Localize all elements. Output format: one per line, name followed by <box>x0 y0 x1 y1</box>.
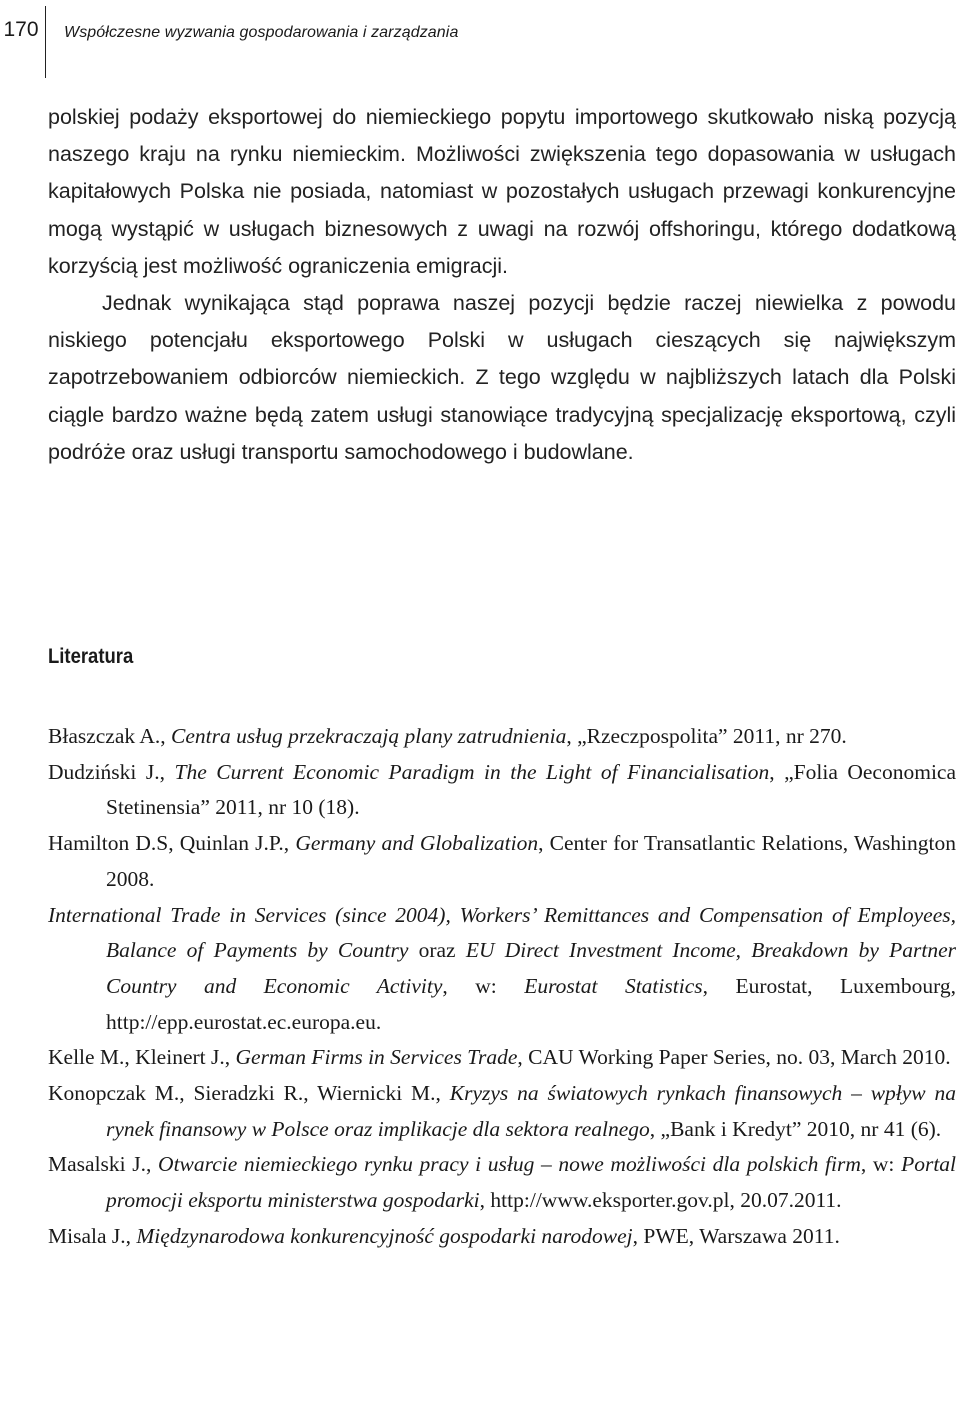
section-heading-literature: Literatura <box>48 645 134 668</box>
reference-item: Błaszczak A., Centra usług przekraczają plany zatrudnienia, „Rzeczpospolita” 2011, nr 270. <box>48 724 847 748</box>
paragraph-2: Jednak wynikająca stąd poprawa naszej pozycji będzie raczej niewielka z powodu niskiego potencjału eksportowego Polski w usługach cieszących się największym zapotrzebowaniem odbiorców niemieckich. Z tego względu w najbliższych latach dla Polski ciągle bardzo ważne będą zatem usługi stanowiące tradycyjną specjalizację eksportową, czyli podróże oraz usługi transportu samochodowego i budowlane. <box>48 291 956 464</box>
reference-item: Misala J., Międzynarodowa konkurencyjność gospodarki narodowej, PWE, Warszawa 2011. <box>48 1223 840 1248</box>
page-number: 170 <box>3 18 39 41</box>
reference-item: Masalski J., Otwarcie niemieckiego rynku pracy i usług – nowe możliwości dla polskich firm, w: Portal promocji eksportu ministerstwa gospodarki, http://www.eksporter.gov.pl, 20.07.2011. <box>48 1152 957 1213</box>
header-divider <box>45 6 46 78</box>
reference-item: Konopczak M., Sieradzki R., Wiernicki M., Kryzys na światowych rynkach finansowych – wpływ na rynek finansowy w Polsce oraz implikacje dla sektora realnego, „Bank i Kredyt” 2010, nr 41 (6). <box>48 1081 956 1141</box>
running-title-text: Współczesne wyzwania gospodarowania i zarządzania <box>64 24 459 41</box>
paragraph-1: polskiej podaży eksportowej do niemieckiego popytu importowego skutkowało niską pozycją naszego kraju na rynku niemieckim. Możliwości zwiększenia tego dopasowania w usługach kapitałowych Polska nie posiada, natomiast w pozostałych usługach przewagi konkurencyjne mogą wystąpić w usługach biznesowych z uwagi na rozwój offshoringu, którego dodatkową korzyścią jest możliwość ograniczenia emigracji. <box>48 105 956 278</box>
running-title <box>64 24 458 42</box>
body-text <box>48 99 956 471</box>
reference-item: Dudziński J., The Current Economic Paradigm in the Light of Financialisation, „Folia Oeconomica Stetinensia” 2011, nr 10 (18). <box>48 759 957 820</box>
reference-item: International Trade in Services (since 2004), Workers’ Remittances and Compensation of Employees, Balance of Payments by Country oraz EU Direct Investment Income, Breakdown by Partner Country and Economic Activity, w: Eurostat Statistics, Eurostat, Luxembourg, http://epp.eurostat.ec.europa.eu. <box>48 902 956 1034</box>
reference-list <box>48 719 956 1255</box>
reference-item: Hamilton D.S, Quinlan J.P., Germany and Globalization, Center for Transatlantic Relations, Washington 2008. <box>48 831 957 891</box>
reference-item: Kelle M., Kleinert J., German Firms in Services Trade, CAU Working Paper Series, no. 03, March 2010. <box>48 1045 951 1070</box>
